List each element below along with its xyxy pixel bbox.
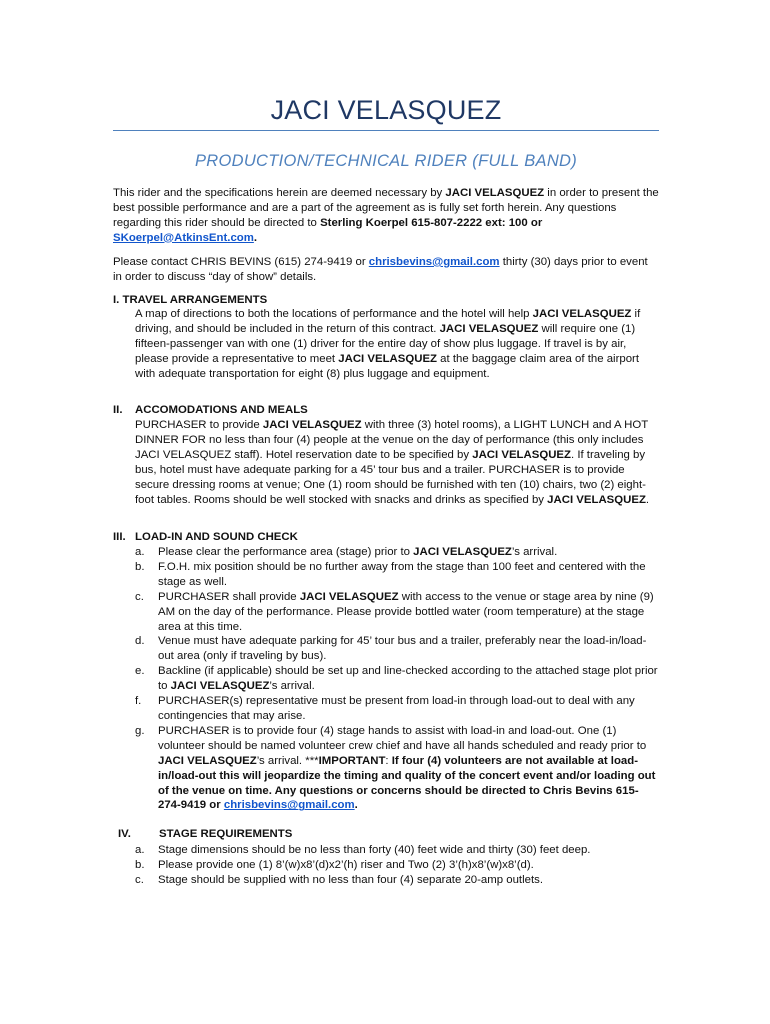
intro-paragraph-2 — [113, 255, 659, 285]
bold-text: . — [354, 799, 358, 812]
text-run: if driving, and should be included in the return of this contract. — [135, 308, 641, 335]
text-run: This rider and the specifications herein are deemed necessary by — [113, 187, 446, 199]
text-run: Stage should be supplied with no less than four (4) separate 20-amp outlets. — [158, 873, 543, 886]
list-item — [135, 664, 660, 694]
text-run: Please contact CHRIS BEVINS (615) 274-9419 or — [113, 256, 369, 268]
text-run: ’s arrival. *** — [256, 754, 319, 767]
text-run: at the baggage claim area of the airport with adequate transportation for eight (8) plus luggage and equipment. — [135, 352, 639, 380]
list-item-letter: d. — [135, 635, 145, 648]
list-item — [135, 545, 660, 560]
list-item-letter: b. — [135, 858, 145, 871]
list-item — [135, 843, 660, 858]
text-run: . If traveling by bus, hotel must have adequate parking for a 45’ tour bus and a trailer. PURCHASER is to provide secure dressing rooms at venue; One (1) room should be furnished with ten (10) chairs, two (2) eight-foot tables. Rooms should be well stocked with snacks and drinks as specified by — [135, 448, 646, 506]
text-run: PURCHASER shall provide — [158, 590, 300, 603]
section-2-number: II. — [113, 404, 123, 416]
text-run: A map of directions to both the locations of performance and the hotel will help — [135, 308, 533, 320]
bold-text: Sterling Koerpel 615-807-2222 ext: 100 or — [320, 216, 543, 229]
bold-text: JACI VELASQUEZ — [439, 322, 539, 335]
list-item-text — [158, 725, 655, 812]
text-run: . — [645, 493, 650, 506]
list-item-letter: a. — [135, 546, 145, 558]
text-run: will require one (1) fifteen-passenger van with one (1) driver for the entire day of show plus luggage. If travel is by air, please provide a representative to meet — [135, 322, 636, 365]
list-item-text — [158, 874, 543, 886]
text-run: ’s arrival. — [269, 680, 315, 693]
bold-text: JACI VELASQUEZ — [158, 754, 257, 767]
list-item-text — [158, 546, 557, 558]
text-run: PURCHASER(s) representative must be present from load-in through load-out to deal with any contingencies that may arise. — [158, 695, 635, 722]
list-item — [135, 724, 660, 813]
text-run: PURCHASER to provide — [135, 419, 263, 431]
text-run: Venue must have adequate parking for 45’ tour bus and a trailer, preferably near the load-in/load-out area (only if traveling by bus). — [158, 635, 647, 663]
text-run: : — [385, 754, 392, 767]
section-2-body — [135, 418, 655, 507]
text-run: ’s arrival. — [511, 546, 558, 558]
bold-text: . — [253, 231, 258, 244]
list-item-letter: e. — [135, 665, 145, 678]
bold-text: IMPORTANT — [318, 754, 386, 767]
section-4-heading: STAGE REQUIREMENTS — [159, 828, 293, 840]
list-item-letter: c. — [135, 873, 144, 886]
section-4-list — [135, 843, 660, 888]
bold-text: JACI VELASQUEZ — [472, 448, 571, 461]
list-item — [135, 590, 660, 635]
page-subtitle: PRODUCTION/TECHNICAL RIDER (FULL BAND) — [194, 152, 578, 170]
text-run: with access to the venue or stage area by nine (9) AM on the day of the performance. Please provide bottled water (room temperature) at the stage area at this time. — [158, 590, 654, 633]
section-1-heading: I. TRAVEL ARRANGEMENTS — [113, 294, 268, 306]
list-item-letter: b. — [135, 560, 145, 573]
list-item — [135, 694, 660, 724]
bold-text: If four (4) volunteers are not available at load- in/load-out this will jeopardize the timing and quality of the concert event and/or loading out of the venue on time. Any questions or concerns should be directed to Chris Bevins 615-274-9419 or — [158, 754, 656, 812]
email-link[interactable]: chrisbevins@gmail.com — [223, 799, 355, 812]
list-item — [135, 858, 660, 873]
bold-text: JACI VELASQUEZ — [547, 493, 646, 506]
bold-text: JACI VELASQUEZ — [262, 419, 362, 431]
text-run: Please clear the performance area (stage) prior to — [158, 546, 414, 558]
text-run: in order to present the best possible performance and are a part of the agreement as is fully set forth herein. Any questions regarding this rider should be directed to — [113, 187, 659, 229]
section-3-number: III. — [113, 531, 126, 543]
bold-text: JACI VELASQUEZ — [413, 546, 512, 558]
list-item-text — [158, 561, 646, 588]
section-2-heading: ACCOMODATIONS AND MEALS — [135, 404, 308, 416]
bold-text: JACI VELASQUEZ — [299, 590, 399, 603]
text-run: thirty (30) days prior to event in order to discuss “day of show” details. — [113, 256, 648, 283]
section-4-number: IV. — [118, 828, 131, 840]
text-run: F.O.H. mix position should be no further away from the stage than 100 feet and centered with the stage as well. — [158, 560, 646, 588]
bold-text: JACI VELASQUEZ — [445, 187, 545, 199]
text-run: Stage dimensions should be no less than forty (40) feet wide and thirty (30) feet deep. — [158, 844, 591, 856]
text-run: with three (3) hotel rooms), a LIGHT LUNCH and A HOT DINNER FOR no less than four (4) people at the venue on the day of performance (this only includes JACI VELASQUEZ staff). Hotel reservation date to be specified by — [135, 419, 648, 461]
bold-text: JACI VELASQUEZ — [338, 352, 437, 365]
bold-text: JACI VELASQUEZ — [532, 308, 632, 320]
list-item-text — [158, 695, 635, 722]
list-item — [135, 560, 660, 590]
list-item-text — [158, 665, 658, 692]
text-run: PURCHASER is to provide four (4) stage hands to assist with load-in and load-out. One (1) volunteer should be named volunteer crew chief and have all hands scheduled and ready prior to — [158, 724, 647, 752]
section-3-list — [135, 545, 660, 813]
list-item — [135, 634, 660, 664]
list-item-text — [158, 591, 654, 633]
list-item-text — [158, 859, 534, 871]
intro-paragraph-1 — [113, 186, 659, 246]
text-run: Please provide one (1) 8’(w)x8’(d)x2’(h) riser and Two (2) 3’(h)x8’(w)x8’(d). — [158, 858, 534, 871]
list-item-letter: g. — [135, 724, 145, 737]
list-item-text — [158, 844, 590, 856]
title-divider — [113, 130, 659, 131]
list-item-letter: f. — [135, 695, 142, 708]
page-title: JACI VELASQUEZ — [270, 95, 502, 125]
email-link[interactable]: chrisbevins@gmail.com — [368, 256, 500, 268]
section-3-heading: LOAD-IN AND SOUND CHECK — [135, 531, 298, 543]
bold-text: JACI VELASQUEZ — [170, 680, 270, 693]
list-item-letter: c. — [135, 590, 144, 603]
list-item-text — [158, 635, 646, 662]
list-item — [135, 873, 660, 888]
email-link[interactable]: SKoerpel@AtkinsEnt.com — [113, 231, 254, 244]
section-1-body — [135, 307, 655, 382]
text-run: Backline (if applicable) should be set up and line-checked according to the attached stage plot prior to — [158, 665, 658, 693]
list-item-letter: a. — [135, 844, 145, 856]
